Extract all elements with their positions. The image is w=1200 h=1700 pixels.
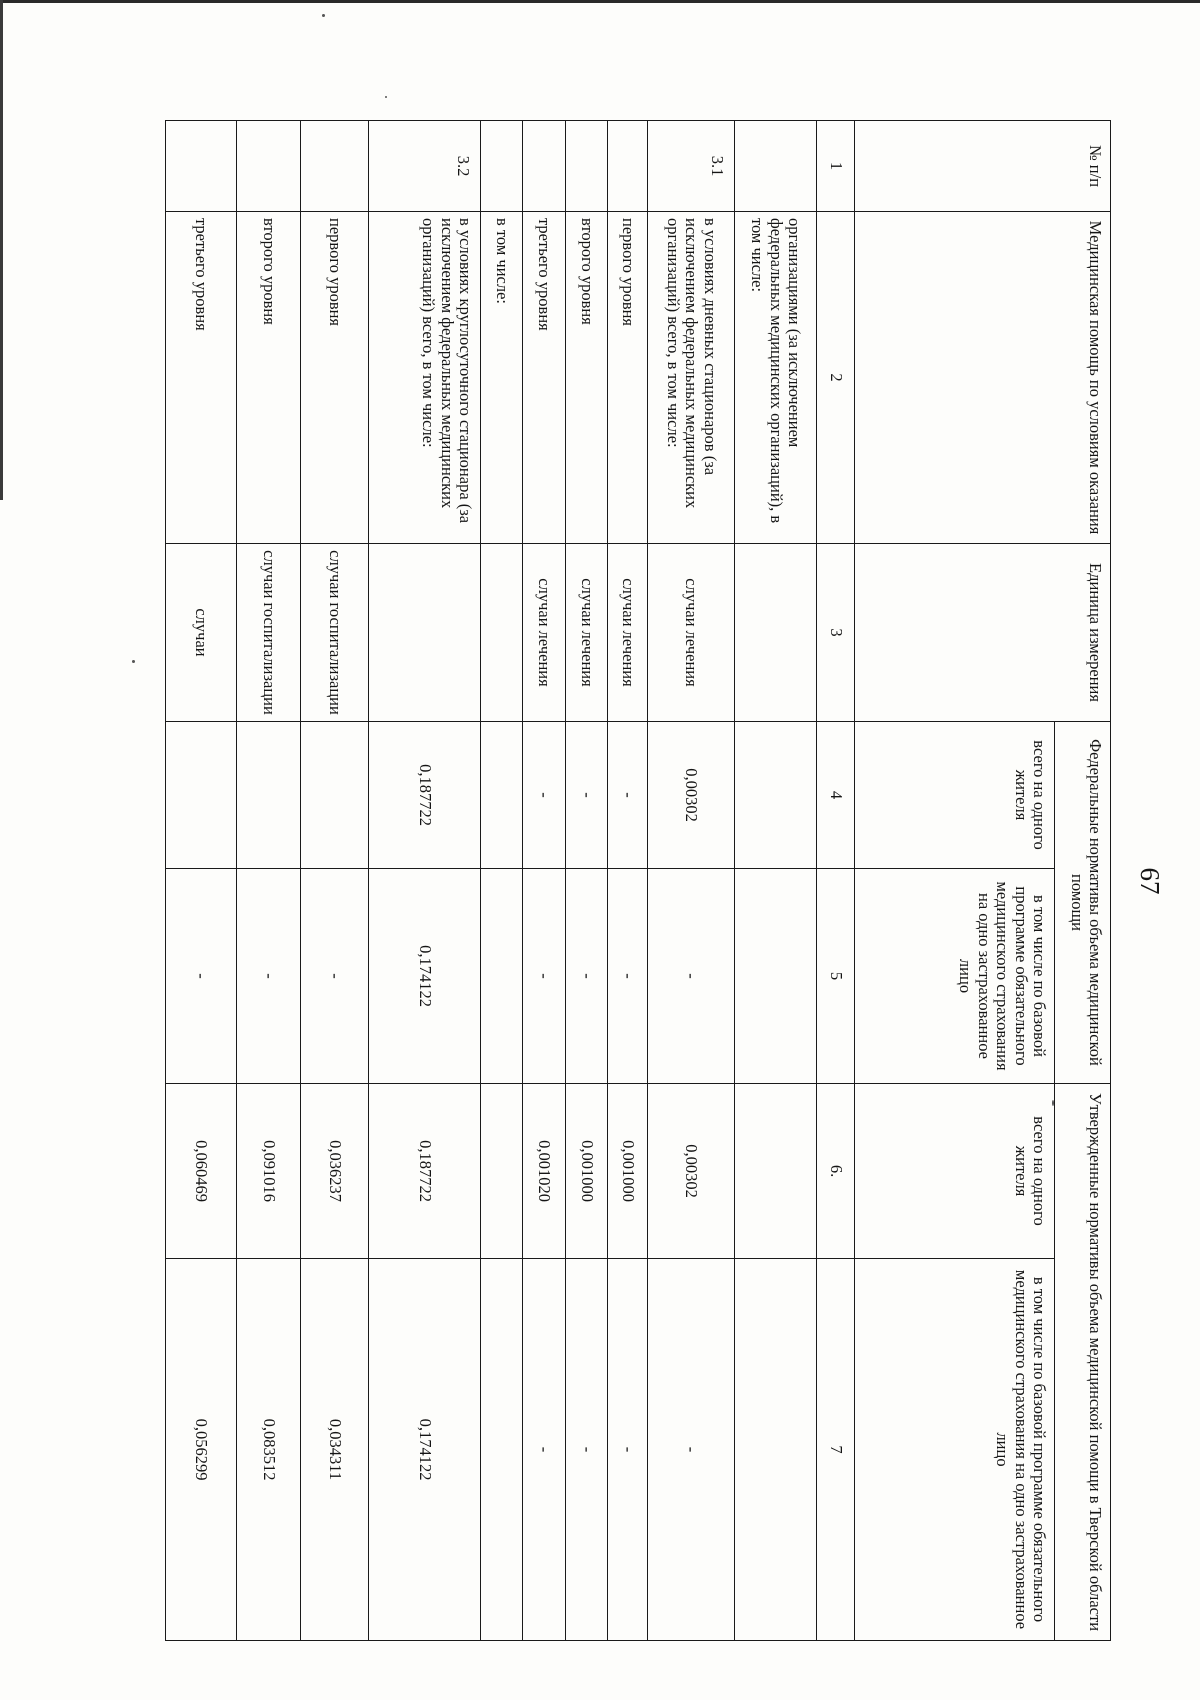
rotated-page-content: [166, 120, 1165, 1640]
row-fed-total: 0,00302: [648, 722, 735, 869]
row-fed-oms: [735, 869, 817, 1084]
row-care-type: второго уровня: [566, 212, 608, 544]
row-reg-oms: -: [608, 1259, 648, 1641]
table-row: [166, 121, 237, 1641]
row-reg-total: 0,091016: [237, 1084, 301, 1259]
table-row: [648, 121, 735, 1641]
row-reg-total: 0,187722: [369, 1084, 481, 1259]
header-unit: Единица измерения: [855, 544, 1111, 722]
row-care-type: организациями (за исключением федеральных медицинских организаций), в том числе:: [735, 212, 817, 544]
header-reg-total: всего на одного жителя: [855, 1084, 1055, 1259]
row-unit: [369, 544, 481, 722]
row-reg-total: [481, 1084, 523, 1259]
column-number: 6.: [817, 1084, 855, 1259]
row-reg-oms: 0,034311: [301, 1259, 369, 1641]
page-number: 67: [1135, 867, 1165, 895]
header-row-1: [1055, 121, 1111, 1641]
row-reg-oms: 0,083512: [237, 1259, 301, 1641]
scan-speck: [322, 14, 325, 17]
row-care-type: в условиях круглосуточного стационара (за исключением федеральных медицинских организаций) всего, в том числе:: [369, 212, 481, 544]
header-num: № п/п: [855, 121, 1111, 212]
norms-table: [165, 120, 1111, 1641]
row-care-type: первого уровня: [301, 212, 369, 544]
row-unit: случаи лечения: [523, 544, 566, 722]
column-number: 1: [817, 121, 855, 212]
row-unit: случаи лечения: [566, 544, 608, 722]
row-reg-total: 0,001000: [566, 1084, 608, 1259]
column-number: 2: [817, 212, 855, 544]
row-fed-oms: -: [166, 869, 237, 1084]
row-fed-total: -: [566, 722, 608, 869]
row-fed-total: [301, 722, 369, 869]
row-reg-oms: -: [648, 1259, 735, 1641]
row-unit: [481, 544, 523, 722]
row-fed-total: [735, 722, 817, 869]
scan-edge-left: [0, 0, 3, 500]
table-row: [608, 121, 648, 1641]
table-row: [301, 121, 369, 1641]
column-number: 4: [817, 722, 855, 869]
row-num: 3.2: [369, 121, 481, 212]
row-reg-total: 0,00302: [648, 1084, 735, 1259]
scan-speck: [385, 96, 387, 98]
scan-speck: [132, 660, 135, 663]
column-number: 7: [817, 1259, 855, 1641]
table-row: [369, 121, 481, 1641]
row-fed-oms: -: [608, 869, 648, 1084]
row-fed-total: [166, 722, 237, 869]
row-care-type: второго уровня: [237, 212, 301, 544]
row-fed-oms: -: [301, 869, 369, 1084]
row-num: [301, 121, 369, 212]
row-reg-oms: -: [523, 1259, 566, 1641]
row-care-type: третьего уровня: [523, 212, 566, 544]
table-row: [735, 121, 817, 1641]
row-reg-oms: 0,174122: [369, 1259, 481, 1641]
table-row: [523, 121, 566, 1641]
header-reg-oms: в том числе по базовой программе обязательного медицинского страхования на одно застрахованное лицо: [855, 1259, 1055, 1641]
row-care-type: в том числе:: [481, 212, 523, 544]
row-fed-total: [481, 722, 523, 869]
row-reg-oms: 0,056299: [166, 1259, 237, 1641]
row-fed-total: -: [523, 722, 566, 869]
scan-edge-top: [0, 0, 1200, 3]
row-num: [237, 121, 301, 212]
table-row: [481, 121, 523, 1641]
row-reg-total: [735, 1084, 817, 1259]
table-row: [237, 121, 301, 1641]
row-unit: случаи госпитализации: [301, 544, 369, 722]
row-care-type: первого уровня: [608, 212, 648, 544]
row-fed-oms: -: [648, 869, 735, 1084]
row-care-type: в условиях дневных стационаров (за исключением федеральных медицинских организаций) всего, в том числе:: [648, 212, 735, 544]
row-num: [481, 121, 523, 212]
row-num: [608, 121, 648, 212]
row-num: 3.1: [648, 121, 735, 212]
row-fed-oms: -: [566, 869, 608, 1084]
row-reg-oms: [735, 1259, 817, 1641]
row-num: [523, 121, 566, 212]
row-fed-oms: -: [523, 869, 566, 1084]
row-num: [166, 121, 237, 212]
row-reg-total: 0,060469: [166, 1084, 237, 1259]
row-reg-total: 0,001020: [523, 1084, 566, 1259]
row-reg-oms: [481, 1259, 523, 1641]
row-reg-oms: -: [566, 1259, 608, 1641]
row-unit: случаи: [166, 544, 237, 722]
row-unit: случаи лечения: [648, 544, 735, 722]
column-number-row: [817, 121, 855, 1641]
row-fed-oms: 0,174122: [369, 869, 481, 1084]
row-num: [735, 121, 817, 212]
header-federal-norms: Федеральные нормативы объема медицинской помощи: [1055, 722, 1111, 1084]
row-fed-total: [237, 722, 301, 869]
header-regional-norms: Утвержденные нормативы объема медицинской помощи в Тверской области: [1055, 1084, 1111, 1641]
row-fed-total: -: [608, 722, 648, 869]
row-care-type: третьего уровня: [166, 212, 237, 544]
row-fed-total: 0,187722: [369, 722, 481, 869]
header-care-type: Медицинская помощь по условиям оказания: [855, 212, 1111, 544]
row-num: [566, 121, 608, 212]
row-unit: [735, 544, 817, 722]
row-reg-total: 0,001000: [608, 1084, 648, 1259]
table-row: [566, 121, 608, 1641]
row-fed-oms: -: [237, 869, 301, 1084]
header-fed-total: всего на одного жителя: [855, 722, 1055, 869]
column-number: 5: [817, 869, 855, 1084]
row-unit: случаи госпитализации: [237, 544, 301, 722]
header-fed-oms: в том числе по базовой программе обязательного медицинского страхования на одно застрахованное лицо: [855, 869, 1055, 1084]
column-number: 3: [817, 544, 855, 722]
row-fed-oms: [481, 869, 523, 1084]
row-reg-total: 0,036237: [301, 1084, 369, 1259]
row-unit: случаи лечения: [608, 544, 648, 722]
